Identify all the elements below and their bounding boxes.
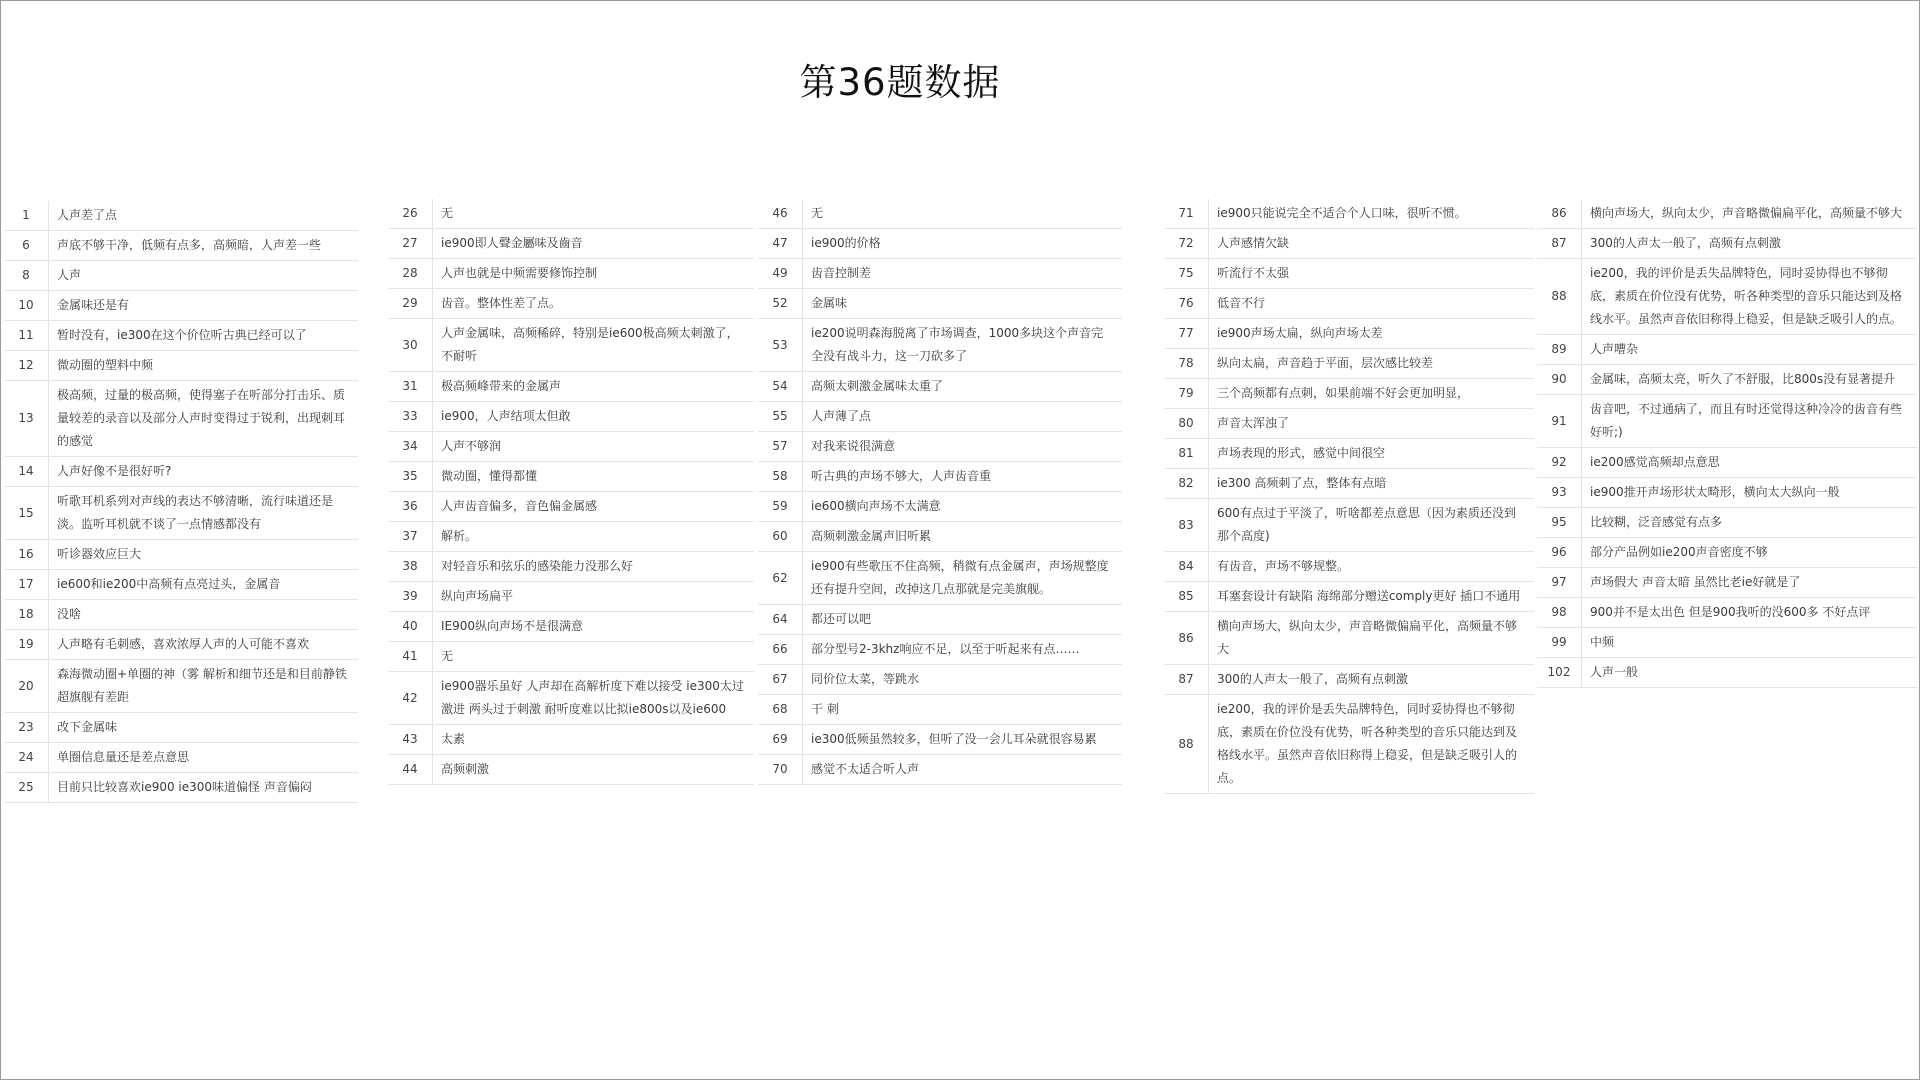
table-row: [758, 695, 1122, 725]
row-number: 18: [4, 600, 49, 629]
table-row: [1164, 612, 1534, 665]
row-text: 干 刺: [811, 702, 839, 716]
row-text: 齿音控制差: [811, 266, 872, 280]
table-row: [4, 487, 358, 540]
row-text: 金属味还是有: [57, 298, 130, 312]
table-row: [1164, 199, 1534, 229]
table-row: [4, 600, 358, 630]
table-row: [388, 492, 754, 522]
row-text: 有齿音，声场不够规整。: [1217, 559, 1350, 573]
row-text: 横向声场大，纵向太少，声音略微偏扁平化，高频量不够大: [1217, 619, 1518, 656]
row-number: 81: [1164, 439, 1209, 468]
row-text: ie200感觉高频却点意思: [1590, 455, 1720, 469]
table-row: [1164, 665, 1534, 695]
table-row: [4, 457, 358, 487]
row-text: 300的人声太一般了，高频有点刺激: [1217, 672, 1408, 686]
row-text: 对轻音乐和弦乐的感染能力没那么好: [441, 559, 634, 573]
row-text: 微动圈的塑料中频: [57, 358, 154, 372]
row-text: 同价位太菜，等跳水: [811, 672, 920, 686]
row-number: 30: [388, 319, 433, 371]
row-text: 横向声场大，纵向太少，声音略微偏扁平化，高频量不够大: [1590, 206, 1903, 220]
row-text: ie900即人聲金屬味及齒音: [441, 236, 583, 250]
row-text: 人声略有毛刺感，喜欢浓厚人声的人可能不喜欢: [57, 637, 310, 651]
row-number: 42: [388, 672, 433, 724]
table-row: [4, 261, 358, 291]
table-row: [1537, 658, 1917, 688]
row-text: 部分型号2-3khz响应不足，以至于听起来有点……: [811, 642, 1080, 656]
row-text: 听古典的声场不够大，人声齿音重: [811, 469, 992, 483]
table-row: [1537, 365, 1917, 395]
row-text: 声场表现的形式，感觉中间很空: [1217, 446, 1386, 460]
table-row: [4, 201, 358, 231]
row-number: 12: [4, 351, 49, 380]
table-row: [1164, 259, 1534, 289]
data-table-column-3: [758, 199, 1122, 785]
table-row: [758, 725, 1122, 755]
row-number: 1: [4, 201, 49, 230]
row-number: 34: [388, 432, 433, 461]
table-row: [1164, 349, 1534, 379]
row-number: 87: [1164, 665, 1209, 694]
row-number: 60: [758, 522, 803, 551]
row-number: 69: [758, 725, 803, 754]
row-text: 微动圈，懂得都懂: [441, 469, 538, 483]
table-row: [1537, 259, 1917, 335]
table-row: [388, 552, 754, 582]
row-text: 人声一般: [1590, 665, 1639, 679]
table-row: [1164, 379, 1534, 409]
row-text: 感觉不太适合听人声: [811, 762, 920, 776]
row-number: 10: [4, 291, 49, 320]
table-row: [758, 605, 1122, 635]
row-number: 83: [1164, 499, 1209, 551]
row-text: 对我来说很满意: [811, 439, 896, 453]
row-number: 17: [4, 570, 49, 599]
row-text: 无: [811, 206, 824, 220]
row-number: 36: [388, 492, 433, 521]
table-row: [758, 402, 1122, 432]
row-text: ie300 高频刺了点，整体有点暗: [1217, 476, 1387, 490]
row-text: 高频太刺激金属味太重了: [811, 379, 944, 393]
row-text: IE900纵向声场不是很满意: [441, 619, 584, 633]
row-number: 89: [1537, 335, 1582, 364]
table-row: [1537, 335, 1917, 365]
row-text: 部分产品例如ie200声音密度不够: [1590, 545, 1768, 559]
table-row: [1537, 538, 1917, 568]
table-row: [1164, 582, 1534, 612]
table-row: [1537, 448, 1917, 478]
row-number: 41: [388, 642, 433, 671]
table-row: [758, 522, 1122, 552]
row-text: 耳塞套设计有缺陷 海绵部分赠送comply更好 插口不通用: [1217, 589, 1521, 603]
row-number: 11: [4, 321, 49, 350]
row-number: 43: [388, 725, 433, 754]
row-number: 55: [758, 402, 803, 431]
row-number: 8: [4, 261, 49, 290]
row-number: 76: [1164, 289, 1209, 318]
table-row: [758, 259, 1122, 289]
table-row: [4, 630, 358, 660]
row-text: ie600和ie200中高频有点亮过头，金属音: [57, 577, 281, 591]
table-row: [4, 743, 358, 773]
row-text: 人声: [57, 268, 82, 282]
data-table-column-2: [388, 199, 754, 785]
row-number: 6: [4, 231, 49, 260]
table-row: [4, 381, 358, 457]
table-row: [758, 492, 1122, 522]
table-row: [388, 522, 754, 552]
row-number: 54: [758, 372, 803, 401]
row-number: 77: [1164, 319, 1209, 348]
row-number: 95: [1537, 508, 1582, 537]
row-number: 53: [758, 319, 803, 371]
table-row: [758, 665, 1122, 695]
row-number: 86: [1537, 199, 1582, 228]
table-row: [4, 321, 358, 351]
table-row: [758, 319, 1122, 372]
table-row: [388, 672, 754, 725]
row-number: 58: [758, 462, 803, 491]
row-text: 没啥: [57, 607, 82, 621]
row-text: ie900声场太扁，纵向声场太差: [1217, 326, 1383, 340]
row-number: 39: [388, 582, 433, 611]
row-number: 37: [388, 522, 433, 551]
page-title: 第36题数据: [799, 61, 1001, 104]
table-row: [1164, 289, 1534, 319]
table-row: [388, 612, 754, 642]
row-number: 33: [388, 402, 433, 431]
row-number: 71: [1164, 199, 1209, 228]
table-row: [1537, 598, 1917, 628]
table-row: [4, 660, 358, 713]
table-row: [4, 291, 358, 321]
table-row: [758, 462, 1122, 492]
table-row: [1537, 199, 1917, 229]
row-number: 40: [388, 612, 433, 641]
row-text: 声场假大 声音太暗 虽然比老ie好就是了: [1590, 575, 1801, 589]
row-text: 无: [441, 649, 454, 663]
table-row: [1537, 508, 1917, 538]
table-row: [4, 540, 358, 570]
table-row: [4, 773, 358, 803]
row-number: 84: [1164, 552, 1209, 581]
table-row: [758, 432, 1122, 462]
table-row: [1164, 469, 1534, 499]
table-row: [4, 570, 358, 600]
row-number: 90: [1537, 365, 1582, 394]
row-number: 102: [1537, 658, 1582, 687]
row-number: 28: [388, 259, 433, 288]
row-number: 96: [1537, 538, 1582, 567]
row-text: 900并不是太出色 但是900我听的没600多 不好点评: [1590, 605, 1871, 619]
row-number: 46: [758, 199, 803, 228]
table-row: [388, 259, 754, 289]
row-text: 声底不够干净，低频有点多，高频暗，人声差一些: [57, 238, 322, 252]
table-row: [758, 635, 1122, 665]
row-text: 听诊器效应巨大: [57, 547, 142, 561]
row-number: 26: [388, 199, 433, 228]
row-number: 79: [1164, 379, 1209, 408]
row-number: 86: [1164, 612, 1209, 664]
row-text: 声音太浑浊了: [1217, 416, 1290, 430]
row-number: 64: [758, 605, 803, 634]
table-row: [1164, 439, 1534, 469]
table-row: [388, 725, 754, 755]
row-number: 38: [388, 552, 433, 581]
table-row: [1537, 478, 1917, 508]
row-number: 25: [4, 773, 49, 802]
row-text: 人声嘈杂: [1590, 342, 1639, 356]
row-text: 太素: [441, 732, 466, 746]
row-text: 听流行不太强: [1217, 266, 1290, 280]
row-text: ie200，我的评价是丢失品牌特色，同时妥协得也不够彻底，素质在价位没有优势，听各种类型的音乐只能达到及格线水平。虽然声音依旧称得上稳妥，但是缺乏吸引人的点。: [1590, 266, 1903, 326]
row-text: 纵向声场扁平: [441, 589, 514, 603]
row-text: 300的人声太一般了，高频有点刺激: [1590, 236, 1781, 250]
data-table-column-1: [4, 201, 358, 803]
row-text: 人声齿音偏多，音色偏金属感: [441, 499, 598, 513]
row-text: 听歌耳机系列对声线的表达不够清晰，流行味道还是淡。监听耳机就不谈了一点情感都没有: [57, 494, 334, 531]
row-number: 59: [758, 492, 803, 521]
row-text: 森海微动圈+单圈的神（雾 解析和细节还是和目前静铁超旗舰有差距: [57, 667, 347, 704]
row-number: 29: [388, 289, 433, 318]
row-text: 极高频峰带来的金属声: [441, 379, 562, 393]
table-row: [388, 462, 754, 492]
row-text: 人声好像不是很好听?: [57, 464, 172, 478]
table-row: [758, 552, 1122, 605]
row-text: ie600横向声场不太满意: [811, 499, 941, 513]
row-text: 目前只比较喜欢ie900 ie300味道偏怪 声音偏闷: [57, 780, 312, 794]
row-number: 93: [1537, 478, 1582, 507]
row-number: 92: [1537, 448, 1582, 477]
table-row: [388, 432, 754, 462]
table-row: [388, 229, 754, 259]
row-text: 人声金属味，高频稀碎，特别是ie600极高频太刺激了，不耐听: [441, 326, 739, 363]
table-row: [758, 755, 1122, 785]
row-text: 齿音。整体性差了点。: [441, 296, 562, 310]
table-row: [388, 582, 754, 612]
row-text: 无: [441, 206, 454, 220]
row-number: 66: [758, 635, 803, 664]
table-row: [4, 351, 358, 381]
row-text: 人声薄了点: [811, 409, 872, 423]
row-text: 暂时没有，ie300在这个价位听古典已经可以了: [57, 328, 307, 342]
table-row: [4, 231, 358, 261]
row-text: ie900推开声场形状太畸形，横向太大纵向一般: [1590, 485, 1840, 499]
row-number: 52: [758, 289, 803, 318]
row-text: 高频刺激金属声旧听累: [811, 529, 932, 543]
row-text: 600有点过于平淡了，听啥都差点意思（因为素质还没到那个高度): [1217, 506, 1516, 543]
row-text: ie900，人声结项太但敢: [441, 409, 571, 423]
row-text: 改下金属味: [57, 720, 118, 734]
row-number: 87: [1537, 229, 1582, 258]
row-text: 都还可以吧: [811, 612, 872, 626]
row-number: 44: [388, 755, 433, 784]
row-number: 88: [1164, 695, 1209, 793]
row-number: 49: [758, 259, 803, 288]
row-text: ie200说明森海脱离了市场调查，1000多块这个声音完全没有战斗力，这一刀砍多了: [811, 326, 1104, 363]
table-row: [1537, 568, 1917, 598]
data-table-column-5: [1537, 199, 1917, 688]
row-number: 35: [388, 462, 433, 491]
row-number: 20: [4, 660, 49, 712]
table-row: [1537, 395, 1917, 448]
table-row: [388, 199, 754, 229]
table-row: [758, 199, 1122, 229]
row-number: 97: [1537, 568, 1582, 597]
row-text: 解析。: [441, 529, 478, 543]
table-row: [388, 402, 754, 432]
row-text: 高频刺激: [441, 762, 490, 776]
data-table-column-4: [1164, 199, 1534, 794]
table-row: [1164, 409, 1534, 439]
row-number: 23: [4, 713, 49, 742]
row-text: 低音不行: [1217, 296, 1266, 310]
row-number: 16: [4, 540, 49, 569]
row-number: 14: [4, 457, 49, 486]
table-row: [388, 642, 754, 672]
row-number: 68: [758, 695, 803, 724]
table-row: [1164, 695, 1534, 794]
row-text: 中频: [1590, 635, 1615, 649]
table-row: [1164, 499, 1534, 552]
row-text: ie300低频虽然较多，但听了没一会儿耳朵就很容易累: [811, 732, 1097, 746]
row-number: 24: [4, 743, 49, 772]
row-number: 72: [1164, 229, 1209, 258]
row-text: 人声感情欠缺: [1217, 236, 1290, 250]
row-number: 57: [758, 432, 803, 461]
row-text: 比较糊，泛音感觉有点多: [1590, 515, 1723, 529]
row-text: 三个高频都有点刺，如果前端不好会更加明显，: [1217, 386, 1470, 400]
row-text: ie900的价格: [811, 236, 881, 250]
row-number: 85: [1164, 582, 1209, 611]
table-row: [388, 289, 754, 319]
row-text: 单圈信息量还是差点意思: [57, 750, 190, 764]
row-text: ie900器乐虽好 人声却在高解析度下难以接受 ie300太过激进 两头过于刺激 耐听度难以比拟ie800s以及ie600: [441, 679, 744, 716]
table-row: [388, 755, 754, 785]
table-row: [758, 372, 1122, 402]
table-row: [758, 289, 1122, 319]
row-number: 15: [4, 487, 49, 539]
row-number: 31: [388, 372, 433, 401]
row-number: 98: [1537, 598, 1582, 627]
row-number: 27: [388, 229, 433, 258]
table-row: [4, 713, 358, 743]
row-number: 75: [1164, 259, 1209, 288]
row-number: 80: [1164, 409, 1209, 438]
row-number: 99: [1537, 628, 1582, 657]
row-text: 人声也就是中频需要修饰控制: [441, 266, 598, 280]
table-row: [758, 229, 1122, 259]
table-row: [1537, 628, 1917, 658]
table-row: [1164, 319, 1534, 349]
row-text: ie200，我的评价是丢失品牌特色，同时妥协得也不够彻底，素质在价位没有优势，听各种类型的音乐只能达到及格线水平。虽然声音依旧称得上稳妥，但是缺乏吸引人的点。: [1217, 702, 1518, 785]
row-number: 67: [758, 665, 803, 694]
row-text: 纵向太扁，声音趋于平面，层次感比较差: [1217, 356, 1434, 370]
table-row: [1164, 229, 1534, 259]
row-number: 13: [4, 381, 49, 456]
row-number: 82: [1164, 469, 1209, 498]
table-row: [388, 319, 754, 372]
row-text: ie900只能说完全不适合个人口味，很听不惯。: [1217, 206, 1467, 220]
row-number: 19: [4, 630, 49, 659]
row-text: 齿音吧，不过通病了，而且有时还觉得这种冷冷的齿音有些好听;): [1590, 402, 1903, 439]
row-text: 人声差了点: [57, 208, 118, 222]
row-text: 极高频，过量的极高频，使得塞子在听部分打击乐、质量较差的录音以及部分人声时变得过于锐利，出现刺耳的感觉: [57, 388, 346, 448]
row-text: 金属味: [811, 296, 848, 310]
table-row: [1164, 552, 1534, 582]
row-number: 70: [758, 755, 803, 784]
row-number: 88: [1537, 259, 1582, 334]
row-number: 78: [1164, 349, 1209, 378]
row-text: 人声不够润: [441, 439, 502, 453]
row-text: 金属味，高频太亮，听久了不舒服，比800s没有显著提升: [1590, 372, 1896, 386]
row-number: 62: [758, 552, 803, 604]
row-number: 91: [1537, 395, 1582, 447]
table-row: [388, 372, 754, 402]
table-row: [1537, 229, 1917, 259]
row-number: 47: [758, 229, 803, 258]
row-text: ie900有些歌压不住高频，稍微有点金属声，声场规整度还有提升空间，改掉这几点那就是完美旗舰。: [811, 559, 1109, 596]
